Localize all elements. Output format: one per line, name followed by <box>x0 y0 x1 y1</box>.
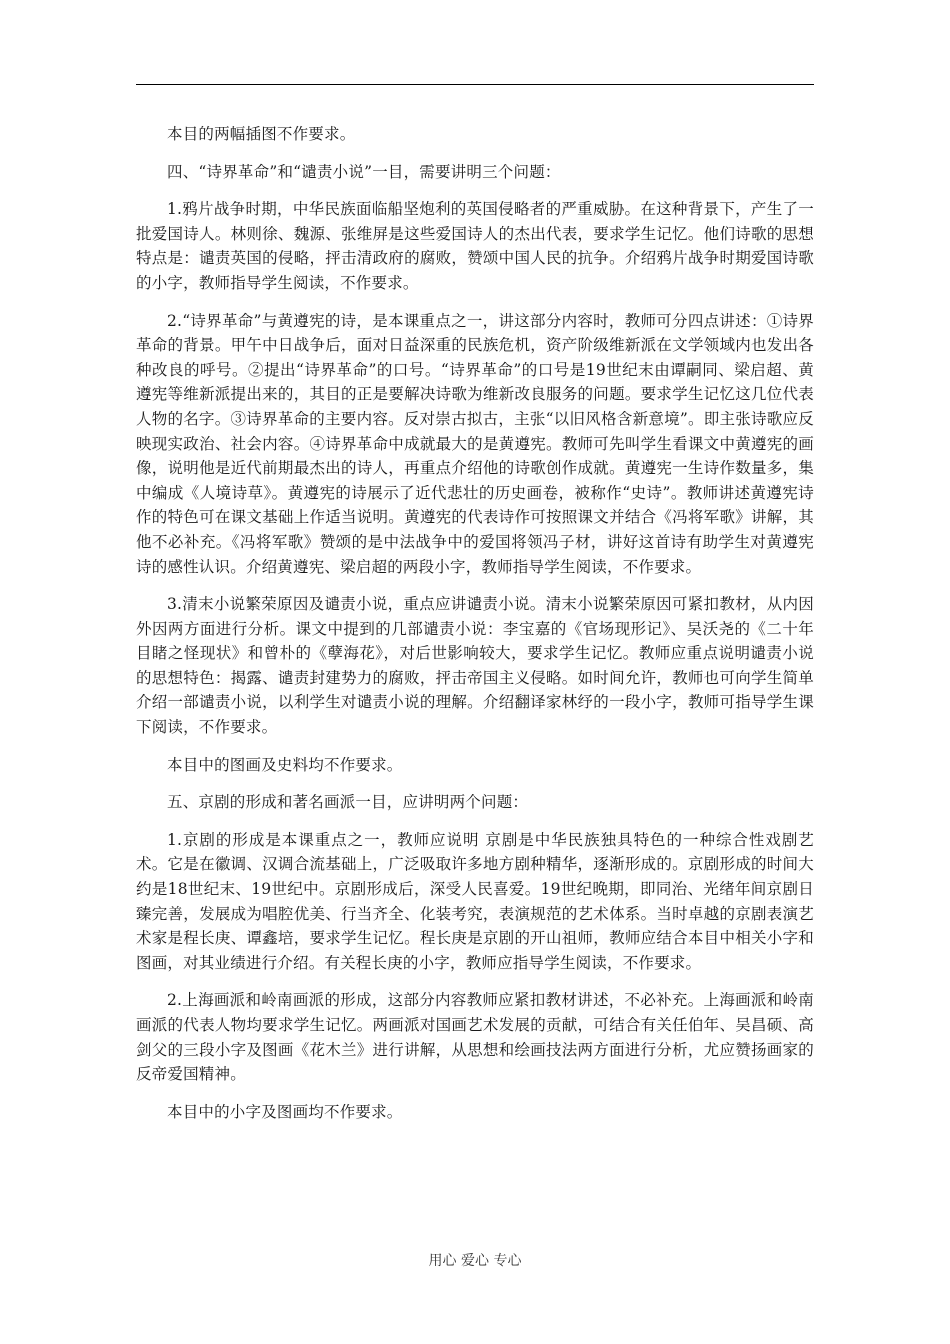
paragraph: 本目中的小字及图画均不作要求。 <box>167 1102 403 1121</box>
document-body <box>136 122 814 1137</box>
paragraph: 3.清末小说繁荣原因及谴责小说，重点应讲谴责小说。清末小说繁荣原因可紧扣教材，从内因外因两方面进行分析。课文中提到的几部谴责小说：李宝嘉的《官场现形记》、吴沃尧的《二十年目睹之怪现状》和曾朴的《孽海花》，对后世影响较大，要求学生记忆。教师应重点说明谴责小说的思想特色：揭露、谴责封建势力的腐败，抨击帝国主义侵略。如时间允许，教师也可向学生简单介绍一部谴责小说，以利学生对谴责小说的理解。介绍翻译家林纾的一段小字，教师可指导学生课下阅读，不作要求。 <box>136 595 814 737</box>
paragraph: 2.上海画派和岭南画派的形成，这部分内容教师应紧扣教材讲述，不必补充。上海画派和岭南画派的代表人物均要求学生记忆。两画派对国画艺术发展的贡献，可结合有关任伯年、吴昌硕、高剑父的三段小字及图画《花木兰》进行讲解，从思想和绘画技法两方面进行分析，尤应赞扬画家的反帝爱国精神。 <box>136 991 814 1084</box>
paragraph: 本目的两幅插图不作要求。 <box>167 125 356 143</box>
section-heading: 四、“诗界革命”和“谴责小说”一目，需要讲明三个问题： <box>167 162 561 181</box>
section-heading: 五、京剧的形成和著名画派一目，应讲明两个问题： <box>167 793 529 812</box>
paragraph: 1.鸦片战争时期，中华民族面临船坚炮利的英国侵略者的严重威胁。在这种背景下，产生了一批爱国诗人。林则徐、魏源、张维屏是这些爱国诗人的杰出代表，要求学生记忆。他们诗歌的思想特点是：谴责英国的侵略，抨击清政府的腐败，赞颂中国人民的抗争。介绍鸦片战争时期爱国诗歌的小字，教师指导学生阅读，不作要求。 <box>136 200 814 292</box>
page-footer: 用心 爱心 专心 <box>428 1253 522 1269</box>
header-rule <box>136 84 814 85</box>
paragraph: 本目中的图画及史料均不作要求。 <box>167 755 403 774</box>
paragraph: 1.京剧的形成是本课重点之一，教师应说明 京剧是中华民族独具特色的一种综合性戏剧艺术。它是在徽调、汉调合流基础上，广泛吸取许多地方剧种精华，逐渐形成的。京剧形成的时间大约是18世纪末、19世纪中。京剧形成后，深受人民喜爱。19世纪晚期，即同治、光绪年间京剧日臻完善，发展成为唱腔优美、行当齐全、化装考究，表演规范的艺术体系。当时卓越的京剧表演艺术家是程长庚、谭鑫培，要求学生记忆。程长庚是京剧的开山祖师，教师应结合本目中相关小字和图画，对其业绩进行介绍。有关程长庚的小字，教师应指导学生阅读，不作要求。 <box>136 830 814 972</box>
paragraph: 2.“诗界革命”与黄遵宪的诗，是本课重点之一，讲这部分内容时，教师可分四点讲述：①诗界革命的背景。甲午中日战争后，面对日益深重的民族危机，资产阶级维新派在文学领域内也发出各种改良的呼号。②提出“诗界革命”的口号。“诗界革命”的口号是19世纪末由谭嗣同、梁启超、黄遵宪等维新派提出来的，其目的正是要解决诗歌为维新改良服务的问题。要求学生记忆这几位代表人物的名字。③诗界革命的主要内容。反对崇古拟古，主张“以旧风格含新意境”。即主张诗歌应反映现实政治、社会内容。④诗界革命中成就最大的是黄遵宪。教师可先叫学生看课文中黄遵宪的画像，说明他是近代前期最杰出的诗人，再重点介绍他的诗歌创作成就。黄遵宪一生诗作数量多，集中编成《人境诗草》。黄遵宪的诗展示了近代悲壮的历史画卷，被称作“史诗”。教师讲述黄遵宪诗作的特色可在课文基础上作适当说明。黄遵宪的代表诗作可按照课文并结合《冯将军歌》讲解，其他不必补充。《冯将军歌》赞颂的是中法战争中的爱国将领冯子材，讲好这首诗有助学生对黄遵宪诗的感性认识。介绍黄遵宪、梁启超的两段小字，教师指导学生阅读，不作要求。 <box>136 311 814 576</box>
